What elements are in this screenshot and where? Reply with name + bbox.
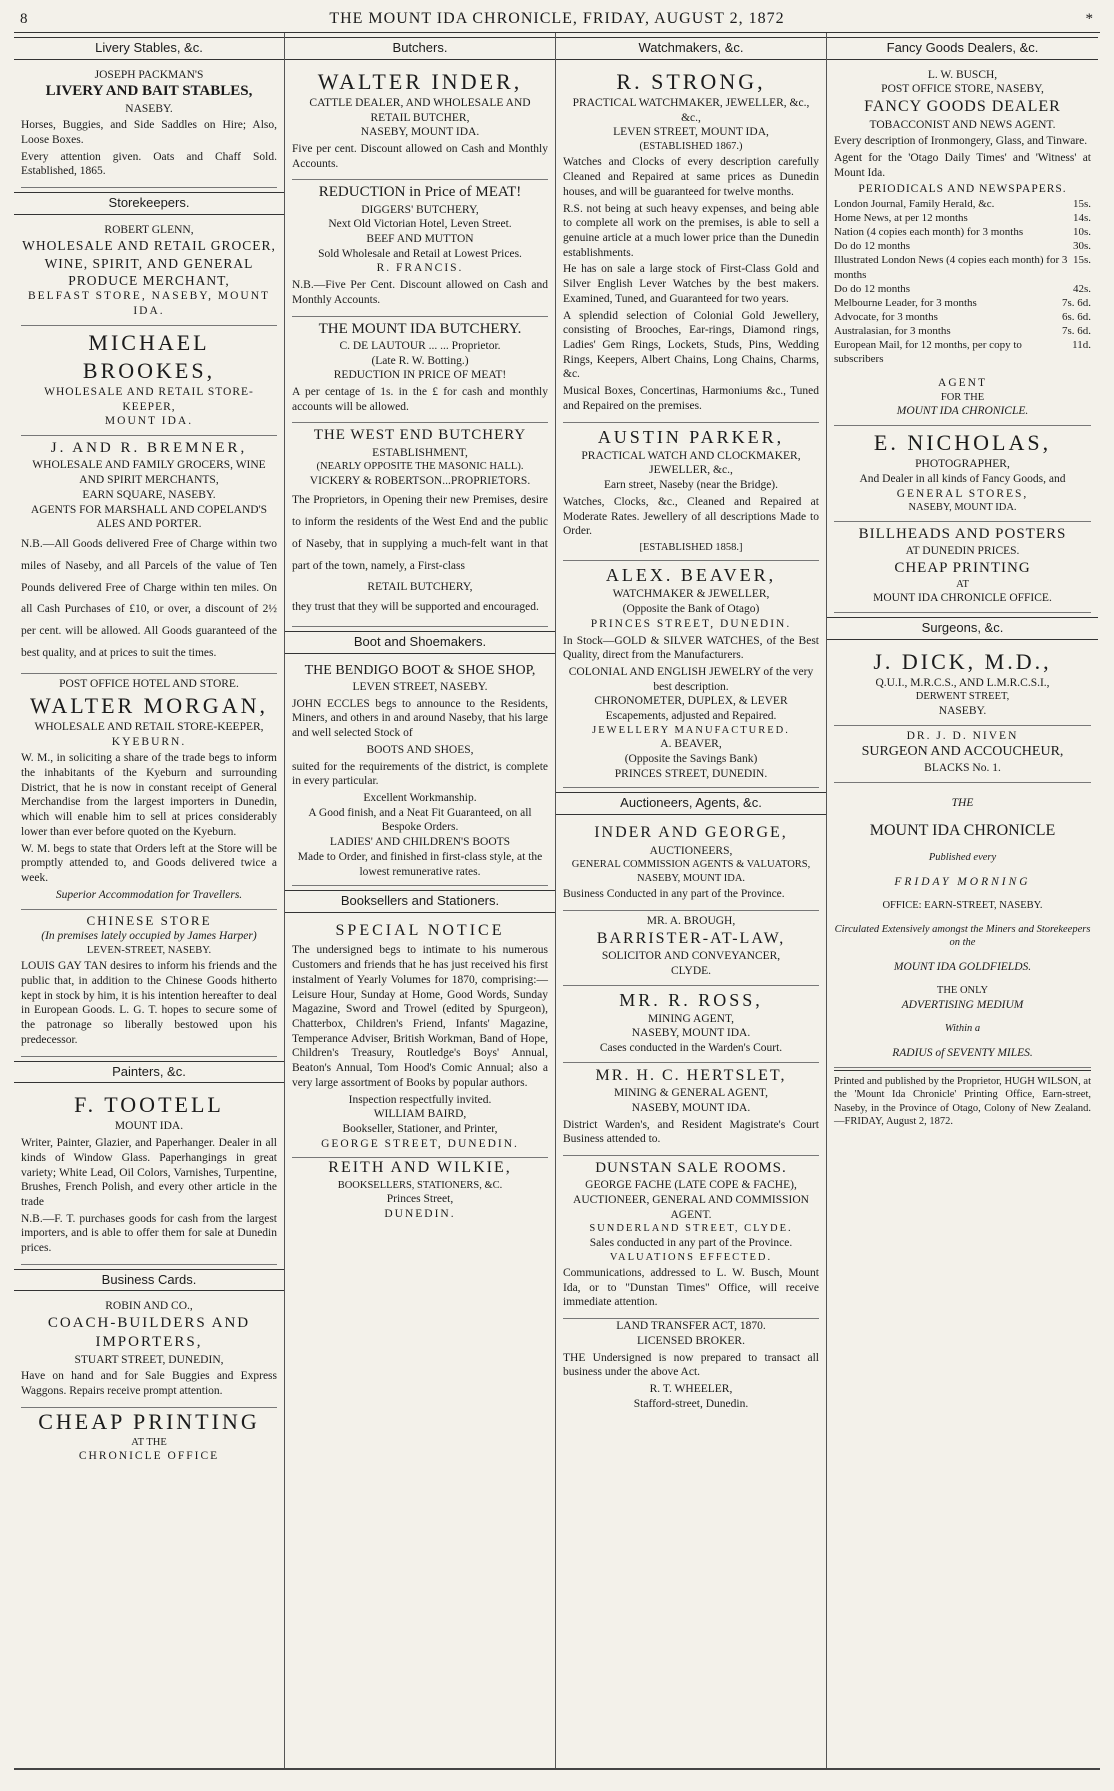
section-livery: Livery Stables, &c. xyxy=(14,37,284,60)
ad-body: The Proprietors, in Opening their new Premises, desire to inform the residents of the West End and the public of Naseby, that in supplying a much-felt want in that part of the town, namely, a First-class xyxy=(292,494,548,572)
ad-strong xyxy=(563,65,819,423)
ad-body: A per centage of 1s. in the £ for cash and monthly accounts will be allowed. xyxy=(292,385,548,413)
imprint: Printed and published by the Proprietor, HUGH WILSON, at the 'Mount Ida Chronicle' Printing Office, Earn-street, Naseby, in the Province of Otago, Colony of New Zealand.—FRIDAY, August 2, 1872. xyxy=(834,1070,1091,1129)
price-item: Nation (4 copies each month) for 3 months xyxy=(834,226,1024,239)
ad-sub: JEWELLERY MANUFACTURED. xyxy=(592,724,790,736)
ad-within: Within a xyxy=(944,1023,981,1035)
ad-agents: AGENTS FOR MARSHALL AND COPELAND'S ALES AND PORTER. xyxy=(30,503,268,531)
section-surgeons: Surgeons, &c. xyxy=(827,617,1098,640)
ad-body: Have on hand and for Sale Buggies and Express Waggons. Repairs receive prompt attention. xyxy=(21,1370,277,1398)
price-value: 10s. xyxy=(1072,226,1091,239)
ad-circulated: Circulated Extensively amongst the Miners and Storekeepers on the xyxy=(834,923,1091,949)
ad-busch xyxy=(834,65,1091,426)
ad-body: Every description of Ironmongery, Glass, and Tinware. xyxy=(834,135,1088,148)
ad-late: (Late R. W. Botting.) xyxy=(371,354,469,367)
ad-heading: REDUCTION in Price of MEAT! xyxy=(318,184,522,201)
ad-heading: THE MOUNT IDA BUTCHERY. xyxy=(318,320,522,337)
price-row xyxy=(834,253,1091,281)
price-row xyxy=(834,239,1091,253)
ad-established: [ESTABLISHED 1858.] xyxy=(639,541,743,553)
ad-heading: LIVERY AND BAIT STABLES, xyxy=(45,83,253,100)
ad-trade: WATCHMAKER & JEWELLER, xyxy=(612,588,770,601)
ad-sub: Inspection respectfully invited. xyxy=(348,1093,492,1106)
ad-parker xyxy=(563,423,819,562)
ad-cheap-printing xyxy=(21,1408,277,1464)
price-item: European Mail, for 12 months, per copy to subscribers xyxy=(834,338,1022,365)
price-row xyxy=(834,197,1091,211)
ad-sub: (In premises lately occupied by James Harper) xyxy=(41,930,257,943)
ad-dick xyxy=(834,645,1091,726)
ad-ross xyxy=(563,986,819,1063)
section-butchers: Butchers. xyxy=(285,37,555,60)
ad-name: ALEX. BEAVER, xyxy=(605,565,777,586)
ad-body: Horses, Buggies, and Side Saddles on Hire; Also, Loose Boxes. xyxy=(21,119,277,146)
ad-bremner xyxy=(21,436,277,674)
ad-office: MOUNT IDA CHRONICLE OFFICE. xyxy=(873,592,1052,605)
ad-heading: THE WEST END BUTCHERY xyxy=(313,427,527,444)
ad-address: STUART STREET, DUNEDIN, xyxy=(74,1353,224,1366)
ad-body: Writer, Painter, Glazier, and Paperhanger. Dealer in all kinds of Window Glass. Paperhangings in great variety; White Lead, Oil Colors, Varnishes, Turpentine, Brushes, French Polish, and every other article in the trade xyxy=(21,1137,277,1208)
ad-sub: Made to Order, and finished in first-class style, at the lowest remunerative rates. xyxy=(297,850,543,878)
column-3 xyxy=(556,33,827,1768)
section-boots: Boot and Shoemakers. xyxy=(285,631,555,654)
ad-sub: ESTABLISHMENT, xyxy=(372,446,468,459)
ad-name: DIGGERS' BUTCHERY, xyxy=(361,203,479,216)
ad-heading: WHOLESALE AND RETAIL STORE-KEEPER, xyxy=(34,720,264,733)
ad-heading: DUNSTAN SALE ROOMS. xyxy=(595,1160,787,1177)
ad-sub: Excellent Workmanship. xyxy=(363,791,477,804)
ad-baird xyxy=(292,918,548,1159)
ad-trade: GENERAL COMMISSION AGENTS & VALUATORS, NASEBY, MOUNT IDA. xyxy=(571,859,811,884)
price-value: 15s. xyxy=(1072,198,1091,211)
ad-heading: MOUNT IDA CHRONICLE xyxy=(869,821,1056,839)
ad-heading: CHINESE STORE xyxy=(86,912,212,928)
ad-body: LOUIS GAY TAN desires to inform his friends and the public that, in addition to the Chinese Goods hitherto kept in stock by him, it is his intention hereafter to deal in European Goods. L. G. T. hopes to secure some of the patronage so liberally bestowed upon his predecessor. xyxy=(21,960,277,1046)
ad-tootell xyxy=(21,1088,277,1265)
price-value: 14s. xyxy=(1072,212,1091,225)
ad-at: AT xyxy=(956,578,969,590)
ad-body: Watches and Clocks of every description carefully Cleaned and Repaired at same prices as Dunedin houses, and will be guaranteed for twelve months. xyxy=(563,156,819,198)
ad-trade: SURGEON AND ACCOUCHEUR, xyxy=(861,744,1064,760)
price-value: 42s. xyxy=(1072,282,1091,295)
ad-beaver xyxy=(563,561,819,788)
ad-address: Stafford-street, Dunedin. xyxy=(633,1397,749,1410)
ad-dunstan xyxy=(563,1156,819,1319)
ad-name: AUSTIN PARKER, xyxy=(597,426,785,447)
ad-heading: THE BENDIGO BOOT & SHOE SHOP, xyxy=(304,663,536,678)
ad-agent: AGENT xyxy=(938,377,987,390)
ad-place: NASEBY, MOUNT IDA. xyxy=(908,502,1017,514)
ad-proprietor: C. DE LAUTOUR ... ... Proprietor. xyxy=(339,339,501,352)
ad-trade: TOBACCONIST AND NEWS AGENT. xyxy=(869,118,1056,131)
ad-published: Published every xyxy=(928,852,997,864)
ad-office: OFFICE: EARN-STREET, NASEBY. xyxy=(882,900,1043,912)
ad-niven xyxy=(834,726,1091,783)
ad-body: Communications, addressed to L. W. Busch, Mount Ida, or to "Dunstan Times" Office, will receive immediate attention. xyxy=(563,1266,819,1309)
price-value: 11d. xyxy=(1072,338,1091,351)
ad-tagline: Superior Accommodation for Travellers. xyxy=(55,888,243,901)
ad-address: SUNDERLAND STREET, CLYDE. xyxy=(589,1223,793,1235)
ad-trade: PHOTOGRAPHER, xyxy=(915,458,1010,471)
ad-heading: BARRISTER-AT-LAW, xyxy=(596,929,786,947)
ad-sub: BEEF AND MUTTON xyxy=(366,233,474,245)
ad-trade: MINING AGENT, xyxy=(647,1012,735,1025)
ad-body: Musical Boxes, Concertinas, Harmoniums &c., Tuned and Repaired on the premises. xyxy=(563,385,819,412)
ad-paper: MOUNT IDA CHRONICLE. xyxy=(896,405,1029,418)
price-value: 7s. 6d. xyxy=(1061,324,1091,337)
ad-trade: PRACTICAL WATCH AND CLOCKMAKER, JEWELLER, &c., xyxy=(581,449,801,477)
ad-trade: AUCTIONEER, GENERAL AND COMMISSION AGENT. xyxy=(573,1193,809,1221)
ad-heading: FANCY GOODS DEALER xyxy=(864,98,1061,116)
ad-fields: MOUNT IDA GOLDFIELDS. xyxy=(893,960,1032,973)
ad-body: And Dealer in all kinds of Fancy Goods, and xyxy=(859,472,1066,485)
ad-address: Next Old Victorian Hotel, Leven Street. xyxy=(328,218,512,231)
ad-place: MOUNT IDA. xyxy=(114,1120,184,1133)
ad-reith xyxy=(292,1158,548,1221)
ad-proprietors: VICKERY & ROBERTSON...PROPRIETORS. xyxy=(309,474,531,487)
page-title: THE MOUNT IDA CHRONICLE, FRIDAY, AUGUST 2, 1872 xyxy=(329,10,785,27)
price-item: Home News, at per 12 months xyxy=(834,212,968,225)
ad-chinese-store xyxy=(21,910,277,1057)
ad-glenn xyxy=(21,220,277,326)
ad-near: (NEARLY OPPOSITE THE MASONIC HALL). xyxy=(316,461,524,473)
ad-body: In Stock—GOLD & SILVER WATCHES, of the Best Quality, direct from the Manufacturers. xyxy=(563,634,819,662)
ad-place: NASEBY. xyxy=(938,704,987,717)
ad-name: MR. R. ROSS, xyxy=(619,989,763,1010)
ad-signature: R. T. WHEELER, xyxy=(649,1383,733,1395)
price-row xyxy=(834,211,1091,225)
ad-signature: PRINCES STREET, DUNEDIN. xyxy=(614,767,768,780)
ad-heading: SPECIAL NOTICE xyxy=(335,921,505,939)
ad-morgan xyxy=(21,674,277,910)
ad-sub: BOOTS AND SHOES, xyxy=(366,743,474,756)
ad-name: J. DICK, M.D., xyxy=(873,648,1052,674)
ad-name: F. TOOTELL xyxy=(74,1092,224,1118)
ad-body: District Warden's, and Resident Magistrate's Court Business attended to. xyxy=(563,1118,819,1146)
ad-heading: WHOLESALE AND RETAIL STORE-KEEPER, xyxy=(44,386,254,413)
ad-quals: Q.U.I., M.R.C.S., AND L.M.R.C.S.I., xyxy=(875,676,1050,689)
ad-signature: (Opposite the Savings Bank) xyxy=(624,753,758,766)
ad-name: MR. H. C. HERTSLET, xyxy=(595,1066,787,1084)
price-row xyxy=(834,324,1091,338)
price-row xyxy=(834,282,1091,296)
ad-trade: BOOKSELLERS, STATIONERS, &C. xyxy=(337,1179,503,1191)
ad-heading: LAND TRANSFER ACT, 1870. xyxy=(616,1320,766,1333)
ad-trade: AUCTIONEERS, xyxy=(649,844,733,857)
ad-name: ROBERT GLENN, xyxy=(104,223,194,236)
ad-place: BLACKS No. 1. xyxy=(924,762,1001,775)
section-storekeepers: Storekeepers. xyxy=(14,192,284,215)
ad-sub: A Good finish, and a Neat Fit Guaranteed, on all Bespoke Orders. xyxy=(308,806,532,834)
price-item: Advocate, for 3 months xyxy=(834,310,938,323)
ad-sub: CHRONOMETER, DUPLEX, & LEVER Escapements, adjusted and Repaired. xyxy=(594,695,788,723)
section-painters: Painters, &c. xyxy=(14,1061,284,1084)
ad-address: GEORGE STREET, DUNEDIN. xyxy=(321,1137,519,1150)
ad-address: LEVEN STREET, MOUNT IDA, xyxy=(613,126,769,139)
ad-place: NASEBY, MOUNT IDA. xyxy=(360,126,480,139)
ad-place: NASEBY. xyxy=(125,102,173,115)
price-value: 30s. xyxy=(1072,240,1091,253)
ad-body: R.S. not being at such heavy expenses, and being able to complete all work on the premises, is able to sell a genuine article at a much lower price than the Dunedin establishments. xyxy=(563,202,819,259)
ad-address: LEVEN STREET, NASEBY. xyxy=(352,680,488,693)
ad-body: Watches, Clocks, &c., Cleaned and Repaired at Moderate Rates. Jewellery of all descriptions Made to Order. xyxy=(563,495,819,538)
ad-trade: Bookseller, Stationer, and Printer, xyxy=(342,1122,498,1135)
ad-chronicle xyxy=(834,783,1091,1068)
ad-address: BELFAST STORE, NASEBY, MOUNT IDA. xyxy=(27,290,271,317)
ad-address: PRINCES STREET, DUNEDIN. xyxy=(590,617,792,630)
ad-packman xyxy=(21,65,277,189)
ad-name: WALTER INDER, xyxy=(317,68,523,94)
ad-heading: COACH-BUILDERS AND IMPORTERS, xyxy=(47,1315,251,1351)
ad-body: N.B.—F. T. purchases goods for cash from the largest importers, and is able to offer them for sale at Dunedin prices. xyxy=(21,1212,277,1255)
ad-name: MR. A. BROUGH, xyxy=(646,914,736,927)
ad-name: ROBIN AND CO., xyxy=(105,1300,193,1313)
ad-address: Earn street, Naseby (near the Bridge). xyxy=(603,479,779,492)
ad-heading: WHOLESALE AND FAMILY GROCERS, WINE AND SPIRIT MERCHANTS, xyxy=(32,459,266,487)
ad-place: MOUNT IDA. xyxy=(104,415,194,428)
ad-street: DERWENT STREET, xyxy=(915,691,1010,703)
price-row xyxy=(834,225,1091,239)
ad-heading: BILLHEADS AND POSTERS xyxy=(858,525,1067,542)
section-watchmakers: Watchmakers, &c. xyxy=(556,37,826,60)
price-row xyxy=(834,296,1091,310)
ad-body: A splendid selection of Colonial Gold Jewellery, consisting of Brooches, Ear-rings, Diamond rings, Ladies' Gem Rings, Lockets, Studs, Pins, Wedding Rings, Keepers, Albert Chains, Long Chains, Charms, &c. xyxy=(563,309,819,381)
price-item: London Journal, Family Herald, &c. xyxy=(834,198,995,211)
ad-heading: REITH AND WILKIE, xyxy=(328,1159,512,1177)
price-item: Melbourne Leader, for 3 months xyxy=(834,296,977,309)
ad-name: JOSEPH PACKMAN'S xyxy=(94,68,204,81)
price-row xyxy=(834,338,1091,366)
ad-body: JOHN ECCLES begs to announce to the Residents, Miners, and others in and around Naseby, that his large and well selected Stock of xyxy=(292,697,548,740)
ad-billheads xyxy=(834,522,1091,613)
ad-name: J. AND R. BREMNER, xyxy=(50,440,248,457)
ad-body: Agent for the 'Otago Daily Times' and 'Witness' at Mount Ida. xyxy=(834,151,1091,179)
ad-city: DUNEDIN. xyxy=(384,1208,456,1221)
section-auctioneers: Auctioneers, Agents, &c. xyxy=(556,792,826,815)
price-value: 6s. 6d. xyxy=(1061,310,1091,323)
ad-trade: PRACTICAL WATCHMAKER, JEWELLER, &c., &c., xyxy=(572,96,810,124)
ad-body: Sold Wholesale and Retail at Lowest Prices. xyxy=(318,247,522,260)
ad-body: N.B.—Five Per Cent. Discount allowed on Cash and Monthly Accounts. xyxy=(292,279,548,306)
ad-hertslet xyxy=(563,1063,819,1156)
ad-the: THE xyxy=(951,796,974,809)
section-booksellers: Booksellers and Stationers. xyxy=(285,890,555,913)
ad-address: POST OFFICE STORE, NASEBY, xyxy=(881,83,1044,96)
ad-sub: VALUATIONS EFFECTED. xyxy=(609,1251,773,1263)
ad-bendigo xyxy=(292,659,548,886)
ad-address: LEVEN-STREET, NASEBY. xyxy=(86,944,212,956)
ad-body: Business Conducted in any part of the Province. xyxy=(563,888,785,901)
ad-robin xyxy=(21,1296,277,1407)
ad-body: N.B.—All Goods delivered Free of Charge within two miles of Naseby, and all Parcels of the value of Ten Pounds delivered Free of Charge within ten miles. On all Cash Purchases of £10, or over, a discount of 2½ per cent. will be allowed. All Goods guaranteed of the best quality, and at prices to suit the times. xyxy=(21,537,277,660)
ad-heading: WHOLESALE AND RETAIL GROCER, WINE, SPIRIT, AND GENERAL PRODUCE MERCHANT, xyxy=(22,238,276,288)
ad-body: Five per cent. Discount allowed on Cash and Monthly Accounts. xyxy=(292,142,548,170)
ad-body: Cases conducted in the Warden's Court. xyxy=(599,1041,783,1054)
ad-address: EARN SQUARE, NASEBY. xyxy=(82,488,216,501)
price-value: 7s. 6d. xyxy=(1061,296,1091,309)
ad-body: The undersigned begs to intimate to his numerous Customers and friends that he has just received his first instalment of Yearly Volumes for 1870, comprising:—Leisure Hour, Sunday at Home, Good Words, Sunday Magazine, Sword and Trowel (edited by Spurgeon), Chatterbox, Children's Friend, Infants' Magazine, Temperance Adviser, British Workman, Band of Hope, Children's Treasury, Routledge's Boys' Annual, Beaton's Annual, Tom Hood's Comic Annual; also a very large assortment of Books by popular authors. xyxy=(292,944,548,1089)
ad-inder xyxy=(292,65,548,181)
ad-day: FRIDAY MORNING xyxy=(894,875,1031,888)
ad-name: GEORGE FACHE (LATE COPE & FACHE), xyxy=(585,1179,797,1192)
ad-mount-ida-butchery xyxy=(292,317,548,424)
ad-body: THE Undersigned is now prepared to transact all business under the above Act. xyxy=(563,1351,819,1379)
price-item: Do do 12 months xyxy=(834,282,911,295)
ad-place: NASEBY, MOUNT IDA. xyxy=(631,1027,751,1040)
ad-radius: RADIUS of SEVENTY MILES. xyxy=(892,1046,1033,1059)
ad-name: L. W. BUSCH, xyxy=(927,68,998,81)
ad-body: He has on sale a large stock of First-Class Gold and Silver English Lever Watches by the best makers. Examined, Tuned, and Guaranteed for two years. xyxy=(563,263,819,305)
ad-diggers xyxy=(292,180,548,316)
ad-name: WALTER MORGAN, xyxy=(30,692,268,718)
ad-name: MICHAEL BROOKES, xyxy=(82,329,216,383)
ad-nicholas xyxy=(834,426,1091,522)
ad-only: THE ONLY xyxy=(936,985,989,997)
mark: * xyxy=(1085,11,1094,27)
ad-body: Every attention given. Oats and Chaff Sold. Established, 1865. xyxy=(21,150,277,178)
ad-sub: COLONIAL AND ENGLISH JEWELRY of the very best description. xyxy=(568,666,814,693)
ad-trade: MINING & GENERAL AGENT, xyxy=(614,1087,768,1100)
ad-established: (ESTABLISHED 1867.) xyxy=(639,140,743,152)
ad-signature: R. FRANCIS. xyxy=(376,262,464,275)
ad-sub: LADIES' AND CHILDREN'S BOOTS xyxy=(329,836,511,849)
price-item: Australasian, for 3 months xyxy=(834,324,951,337)
columns xyxy=(14,33,1100,1770)
ad-sub: AT DUNEDIN PRICES. xyxy=(905,544,1020,557)
ad-opposite: (Opposite the Bank of Otago) xyxy=(622,603,760,616)
ad-body: W. M. begs to state that Orders left at the Store will be promptly attended to, and Goods delivered twice a week. xyxy=(21,842,277,885)
ad-for: FOR THE xyxy=(940,391,985,403)
section-cards: Business Cards. xyxy=(14,1269,284,1292)
section-fancy-goods: Fancy Goods Dealers, &c. xyxy=(827,37,1098,60)
ad-heading: CHEAP PRINTING xyxy=(894,559,1031,576)
ad-signature: A. BEAVER, xyxy=(660,738,722,751)
ad-heading: CHEAP PRINTING xyxy=(38,1408,260,1434)
ad-place: NASEBY, MOUNT IDA. xyxy=(631,1101,751,1114)
ad-body: W. M., in soliciting a share of the trade begs to inform the inhabitants of the Kyeburn and surrounding District, that he is now in constant receipt of General Merchandise from the largest importers in Dunedin, which will enable him to sell at prices considerably lower than ever before quoted on the Kyeburn. xyxy=(21,752,277,838)
ad-signature: WILLIAM BAIRD, xyxy=(373,1108,467,1121)
price-value: 15s. xyxy=(1072,254,1091,267)
price-item: Illustrated London News (4 copies each month) for 3 months xyxy=(834,254,1068,281)
ad-name: E. NICHOLAS, xyxy=(873,429,1052,455)
price-list xyxy=(834,197,1091,366)
ad-address: Princes Street, xyxy=(386,1193,454,1206)
ad-medium: ADVERTISING MEDIUM xyxy=(901,998,1024,1011)
ad-name: DR. J. D. NIVEN xyxy=(906,729,1019,742)
ad-sub: REDUCTION IN PRICE OF MEAT! xyxy=(333,369,507,382)
ad-at: AT THE xyxy=(131,1436,167,1448)
ad-inder-george xyxy=(563,820,819,911)
price-item: Do do 12 months xyxy=(834,240,911,253)
ad-place: CLYDE. xyxy=(670,964,712,977)
ad-sub: LICENSED BROKER. xyxy=(637,1334,745,1347)
ad-brough xyxy=(563,911,819,986)
ad-brookes xyxy=(21,326,277,436)
price-row xyxy=(834,310,1091,324)
ad-body: they trust that they will be supported and encouraged. xyxy=(292,600,539,613)
ad-name: INDER AND GEORGE, xyxy=(594,824,788,842)
ad-sub: PERIODICALS AND NEWSPAPERS. xyxy=(858,183,1067,196)
ad-sub: RETAIL BUTCHERY, xyxy=(367,580,473,593)
column-2 xyxy=(285,33,556,1768)
ad-hotel: POST OFFICE HOTEL AND STORE. xyxy=(59,678,239,691)
ad-trade: SOLICITOR AND CONVEYANCER, xyxy=(601,950,781,963)
ad-place: KYEBURN. xyxy=(111,735,187,748)
masthead xyxy=(14,10,1100,33)
column-4 xyxy=(827,33,1098,1768)
ad-body: Sales conducted in any part of the Province. xyxy=(589,1236,793,1249)
ad-name: R. STRONG, xyxy=(616,68,766,94)
ad-body: suited for the requirements of the district, is complete in every particular. xyxy=(292,760,548,788)
ad-land-transfer xyxy=(563,1319,819,1411)
ad-office: CHRONICLE OFFICE xyxy=(78,1450,220,1463)
ad-west-end xyxy=(292,423,548,627)
column-1 xyxy=(14,33,285,1768)
page-number: 8 xyxy=(20,11,29,27)
ad-heading: CATTLE DEALER, AND WHOLESALE AND RETAIL BUTCHER, xyxy=(309,96,531,124)
ad-sub: GENERAL STORES, xyxy=(896,487,1029,500)
